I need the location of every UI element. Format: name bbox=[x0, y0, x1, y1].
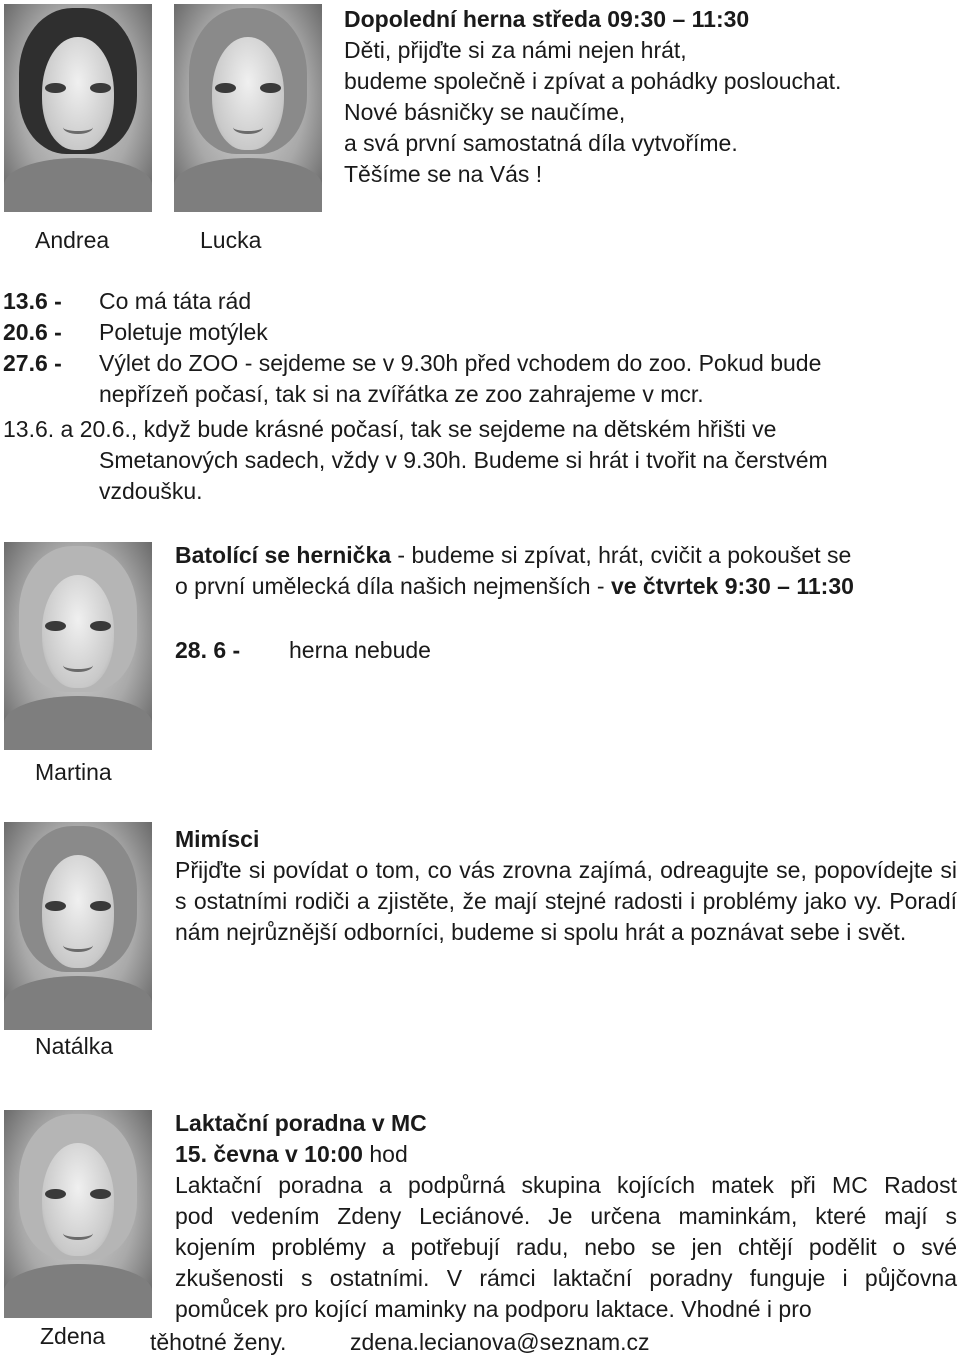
laktacni-date-bold: 15. čevna v 10:00 bbox=[175, 1141, 363, 1167]
laktacni-email-link[interactable]: zdena.lecianova@seznam.cz bbox=[350, 1329, 650, 1355]
laktacni-last-line: těhotné ženy. bbox=[150, 1329, 287, 1355]
batolici-title: Batolící se hernička bbox=[175, 542, 392, 568]
herna-line: budeme společně i zpívat a pohádky poslouchat. bbox=[344, 68, 842, 94]
caption-lucka: Lucka bbox=[200, 227, 262, 253]
batolici-time: ve čtvrtek 9:30 – 11:30 bbox=[610, 573, 854, 599]
schedule-text: Co má táta rád bbox=[99, 288, 252, 314]
caption-andrea: Andrea bbox=[35, 227, 110, 253]
photo-lucka bbox=[174, 4, 322, 212]
schedule-text: Poletuje motýlek bbox=[99, 319, 268, 345]
schedule-text: Výlet do ZOO - sejdeme se v 9.30h před vchodem do zoo. Pokud bude bbox=[99, 350, 822, 376]
schedule-note-line: vzdoušku. bbox=[99, 478, 203, 504]
herna-text-block bbox=[344, 4, 944, 190]
schedule-row bbox=[3, 317, 268, 348]
batolici-block bbox=[175, 540, 960, 602]
photo-andrea bbox=[4, 4, 152, 212]
batolici-note-date: 28. 6 - bbox=[175, 637, 241, 663]
laktacni-title: Laktační poradna v MC bbox=[175, 1110, 427, 1136]
caption-martina: Martina bbox=[35, 759, 112, 785]
herna-line: a svá první samostatná díla vytvoříme. bbox=[344, 130, 738, 156]
schedule-note-line: 13.6. a 20.6., když bude krásné počasí, tak se sejdeme na dětském hřišti ve bbox=[3, 416, 777, 442]
herna-line: Těšíme se na Vás ! bbox=[344, 161, 543, 187]
mimisci-text: Přijďte si povídat o tom, co vás zrovna zajímá, odreagujte se, popovídejte si s ostatními rodiči a zjistěte, že mají stejné radosti i problémy jako vy. Poradí nám nejrůznější odborníci, budeme si spolu hrát a poznávat sebe i svět. bbox=[175, 857, 957, 945]
photo-natalka bbox=[4, 822, 152, 1030]
herna-line: Nové básničky se naučíme, bbox=[344, 99, 626, 125]
schedule-row bbox=[3, 286, 251, 317]
batolici-line1 bbox=[175, 540, 960, 571]
laktacni-line: Laktační poradna a podpůrná skupina kojících matek při MC Radost bbox=[175, 1172, 957, 1198]
batolici-text: o první umělecká díla našich nejmenších - bbox=[175, 573, 611, 599]
schedule-note-line: Smetanových sadech, vždy v 9.30h. Budeme si hrát i tvořit na čerstvém bbox=[99, 447, 828, 473]
herna-title: Dopolední herna středa 09:30 – 11:30 bbox=[344, 6, 750, 32]
laktacni-line: zkušenosti s ostatními. V rámci laktační poradny funguje i půjčovna bbox=[175, 1265, 957, 1291]
laktacni-line: kojením problémy a potřebují radu, nebo se jen chtějí podělit o své bbox=[175, 1234, 957, 1260]
herna-line: Děti, přijďte si za námi nejen hrát, bbox=[344, 37, 687, 63]
laktacni-line: pod vedením Zdeny Leciánové. Je určena maminkám, které mají s bbox=[175, 1203, 957, 1229]
batolici-text: - budeme si zpívat, hrát, cvičit a pokoušet se bbox=[391, 542, 852, 568]
laktacni-block bbox=[175, 1108, 957, 1325]
laktacni-date bbox=[175, 1139, 957, 1170]
laktacni-line: pomůcek pro kojící maminky na podporu laktace. Vhodné i pro bbox=[175, 1296, 812, 1322]
schedule-date: 20.6 - bbox=[3, 319, 62, 345]
schedule-row-continuation: nepřízeň počasí, tak si na zvířátka ze zoo zahrajeme v mcr. bbox=[99, 381, 704, 407]
photo-zdena bbox=[4, 1110, 152, 1318]
photo-martina bbox=[4, 542, 152, 750]
batolici-note-text: herna nebude bbox=[289, 637, 431, 663]
batolici-line2 bbox=[175, 571, 960, 602]
schedule-date: 27.6 - bbox=[3, 350, 62, 376]
mimisci-block bbox=[175, 824, 957, 948]
mimisci-title: Mimísci bbox=[175, 826, 260, 852]
laktacni-date-rest: hod bbox=[362, 1141, 408, 1167]
caption-zdena: Zdena bbox=[40, 1323, 106, 1349]
schedule-row bbox=[3, 348, 821, 379]
schedule-date: 13.6 - bbox=[3, 288, 62, 314]
caption-natalka: Natálka bbox=[35, 1033, 113, 1059]
